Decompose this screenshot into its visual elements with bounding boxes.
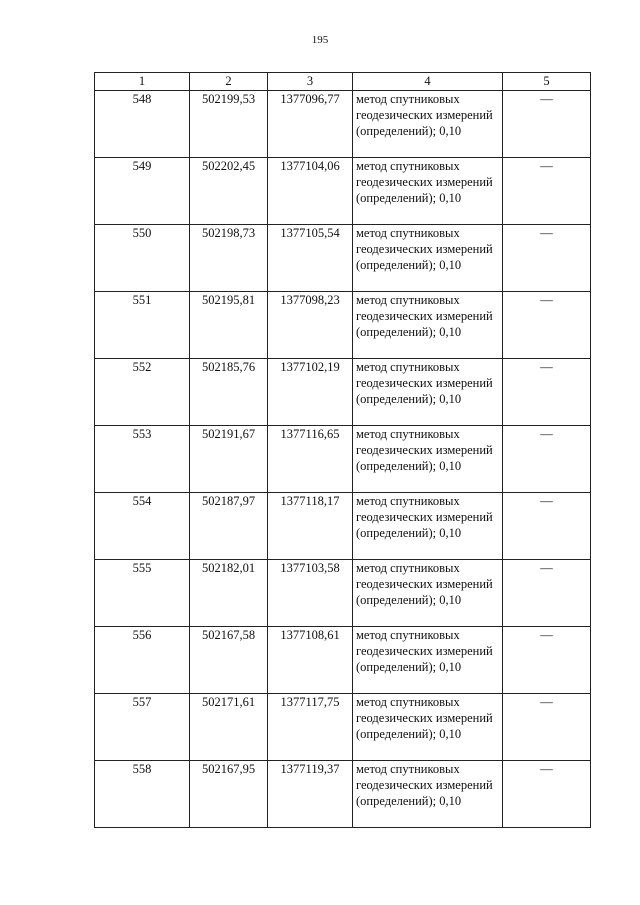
y-coordinate-cell: 1377119,37 (268, 761, 353, 828)
table-row (95, 426, 591, 493)
x-coordinate-cell: 502171,61 (190, 694, 268, 761)
x-coordinate-cell: 502187,97 (190, 493, 268, 560)
point-number-cell: 549 (95, 158, 190, 225)
method-cell: метод спутниковых геодезических измерений (определений); 0,10 (353, 91, 503, 158)
y-coordinate-cell: 1377116,65 (268, 426, 353, 493)
y-coordinate-cell: 1377104,06 (268, 158, 353, 225)
note-cell: — (503, 426, 591, 493)
table-row (95, 560, 591, 627)
point-number-cell: 557 (95, 694, 190, 761)
method-cell: метод спутниковых геодезических измерений (определений); 0,10 (353, 560, 503, 627)
table-row (95, 359, 591, 426)
note-cell: — (503, 359, 591, 426)
x-coordinate-cell: 502167,58 (190, 627, 268, 694)
x-coordinate-cell: 502182,01 (190, 560, 268, 627)
method-cell: метод спутниковых геодезических измерений (определений); 0,10 (353, 158, 503, 225)
x-coordinate-cell: 502199,53 (190, 91, 268, 158)
point-number-cell: 558 (95, 761, 190, 828)
point-number-cell: 548 (95, 91, 190, 158)
x-coordinate-cell: 502185,76 (190, 359, 268, 426)
column-header-3: 3 (268, 73, 353, 91)
column-header-4: 4 (353, 73, 503, 91)
y-coordinate-cell: 1377108,61 (268, 627, 353, 694)
x-coordinate-cell: 502167,95 (190, 761, 268, 828)
x-coordinate-cell: 502195,81 (190, 292, 268, 359)
table-row (95, 158, 591, 225)
method-cell: метод спутниковых геодезических измерений (определений); 0,10 (353, 225, 503, 292)
note-cell: — (503, 761, 591, 828)
note-cell: — (503, 694, 591, 761)
note-cell: — (503, 627, 591, 694)
y-coordinate-cell: 1377118,17 (268, 493, 353, 560)
note-cell: — (503, 493, 591, 560)
x-coordinate-cell: 502202,45 (190, 158, 268, 225)
method-cell: метод спутниковых геодезических измерений (определений); 0,10 (353, 627, 503, 694)
point-number-cell: 553 (95, 426, 190, 493)
note-cell: — (503, 158, 591, 225)
point-number-cell: 554 (95, 493, 190, 560)
method-cell: метод спутниковых геодезических измерений (определений); 0,10 (353, 359, 503, 426)
header-row (95, 73, 591, 91)
y-coordinate-cell: 1377102,19 (268, 359, 353, 426)
y-coordinate-cell: 1377096,77 (268, 91, 353, 158)
table-row (95, 225, 591, 292)
table-row (95, 493, 591, 560)
column-header-2: 2 (190, 73, 268, 91)
point-number-cell: 552 (95, 359, 190, 426)
table-row (95, 627, 591, 694)
note-cell: — (503, 91, 591, 158)
table-row (95, 694, 591, 761)
x-coordinate-cell: 502191,67 (190, 426, 268, 493)
x-coordinate-cell: 502198,73 (190, 225, 268, 292)
note-cell: — (503, 560, 591, 627)
column-header-1: 1 (95, 73, 190, 91)
table-row (95, 761, 591, 828)
table-row (95, 292, 591, 359)
note-cell: — (503, 225, 591, 292)
table-row (95, 91, 591, 158)
method-cell: метод спутниковых геодезических измерений (определений); 0,10 (353, 694, 503, 761)
note-cell: — (503, 292, 591, 359)
point-number-cell: 550 (95, 225, 190, 292)
method-cell: метод спутниковых геодезических измерений (определений); 0,10 (353, 426, 503, 493)
point-number-cell: 551 (95, 292, 190, 359)
y-coordinate-cell: 1377117,75 (268, 694, 353, 761)
method-cell: метод спутниковых геодезических измерений (определений); 0,10 (353, 493, 503, 560)
point-number-cell: 556 (95, 627, 190, 694)
method-cell: метод спутниковых геодезических измерений (определений); 0,10 (353, 292, 503, 359)
y-coordinate-cell: 1377103,58 (268, 560, 353, 627)
table-body (95, 91, 591, 828)
y-coordinate-cell: 1377098,23 (268, 292, 353, 359)
method-cell: метод спутниковых геодезических измерений (определений); 0,10 (353, 761, 503, 828)
page-number: 195 (311, 34, 329, 46)
coordinates-table (94, 72, 591, 828)
point-number-cell: 555 (95, 560, 190, 627)
table-header (95, 73, 591, 91)
y-coordinate-cell: 1377105,54 (268, 225, 353, 292)
column-header-5: 5 (503, 73, 591, 91)
